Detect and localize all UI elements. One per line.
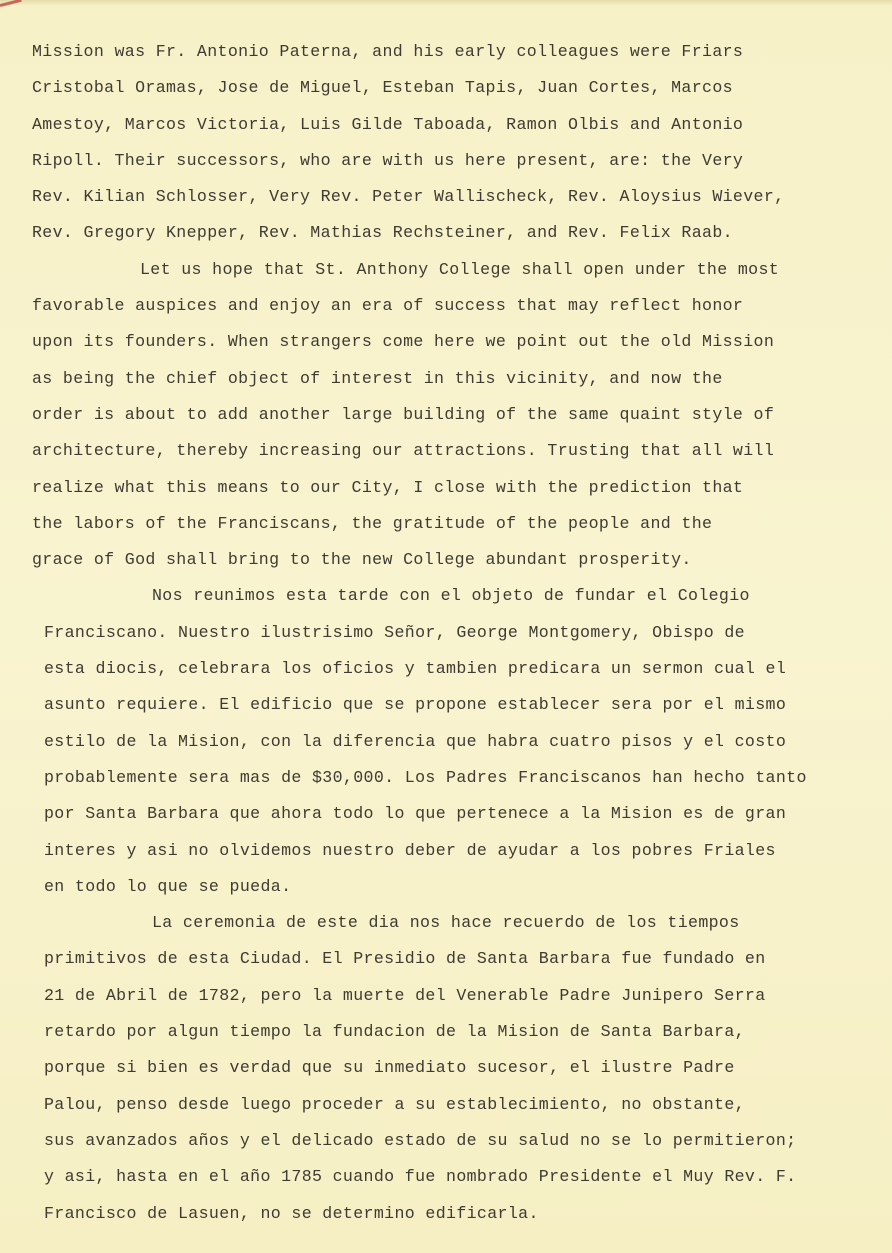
text-line: realize what this means to our City, I close with the prediction that: [32, 477, 744, 497]
text-line: sus avanzados años y el delicado estado de su salud no se lo permitieron;: [44, 1130, 797, 1150]
text-line: upon its founders. When strangers come here we point out the old Mission: [32, 332, 775, 352]
text-line: favorable auspices and enjoy an era of success that may reflect honor: [32, 296, 744, 316]
text-line: por Santa Barbara que ahora todo lo que pertenece a la Mision es de gran: [44, 804, 787, 824]
text-line: grace of God shall bring to the new College abundant prosperity.: [32, 550, 692, 570]
text-line: Rev. Gregory Knepper, Rev. Mathias Rechsteiner, and Rev. Felix Raab.: [32, 223, 733, 243]
text-line: retardo por algun tiempo la fundacion de la Mision de Santa Barbara,: [44, 1022, 745, 1042]
text-line: probablemente sera mas de $30,000. Los Padres Franciscanos han hecho tanto: [44, 767, 807, 787]
text-line: Francisco de Lasuen, no se determino edificarla.: [44, 1203, 539, 1223]
text-line: Palou, penso desde luego proceder a su establecimiento, no obstante,: [44, 1094, 745, 1114]
text-line: Let us hope that St. Anthony College shall open under the most: [140, 259, 780, 279]
text-line: esta diocis, celebrara los oficios y tambien predicara un sermon cual el: [44, 659, 787, 679]
text-line: Cristobal Oramas, Jose de Miguel, Esteban Tapis, Juan Cortes, Marcos: [32, 78, 733, 98]
text-line: La ceremonia de este dia nos hace recuerdo de los tiempos: [152, 913, 740, 933]
paper-top-edge: [0, 0, 892, 6]
text-line: Amestoy, Marcos Victoria, Luis Gilde Taboada, Ramon Olbis and Antonio: [32, 114, 744, 134]
text-line: Rev. Kilian Schlosser, Very Rev. Peter Wallischeck, Rev. Aloysius Wiever,: [32, 187, 785, 207]
text-line: as being the chief object of interest in this vicinity, and now the: [32, 368, 723, 388]
text-line: interes y asi no olvidemos nuestro deber de ayudar a los pobres Friales: [44, 840, 776, 860]
text-line: the labors of the Franciscans, the gratitude of the people and the: [32, 513, 713, 533]
text-line: order is about to add another large building of the same quaint style of: [32, 404, 775, 424]
text-line: en todo lo que se pueda.: [44, 876, 292, 896]
text-line: Ripoll. Their successors, who are with us here present, are: the Very: [32, 150, 744, 170]
paragraph-mission-friars: [32, 34, 872, 252]
text-line: primitivos de esta Ciudad. El Presidio de Santa Barbara fue fundado en: [44, 949, 766, 969]
text-line: porque si bien es verdad que su inmediato sucesor, el ilustre Padre: [44, 1058, 735, 1078]
text-line: y asi, hasta en el año 1785 cuando fue nombrado Presidente el Muy Rev. F.: [44, 1167, 797, 1187]
text-line: Franciscano. Nuestro ilustrisimo Señor, George Montgomery, Obispo de: [44, 622, 745, 642]
text-line: Mission was Fr. Antonio Paterna, and his early colleagues were Friars: [32, 42, 744, 61]
text-line: estilo de la Mision, con la diferencia que habra cuatro pisos y el costo: [44, 731, 787, 751]
paragraph-presidio-history: [32, 905, 872, 1232]
typewritten-text: [32, 34, 872, 1232]
text-line: asunto requiere. El edificio que se propone establecer sera por el mismo: [44, 695, 787, 715]
paragraph-colegio-franciscano: [32, 578, 872, 905]
paragraph-st-anthony-college: [32, 252, 872, 579]
text-line: architecture, thereby increasing our attractions. Trusting that all will: [32, 441, 775, 461]
text-line: Nos reunimos esta tarde con el objeto de fundar el Colegio: [152, 586, 750, 606]
text-line: 21 de Abril de 1782, pero la muerte del Venerable Padre Junipero Serra: [44, 985, 766, 1005]
